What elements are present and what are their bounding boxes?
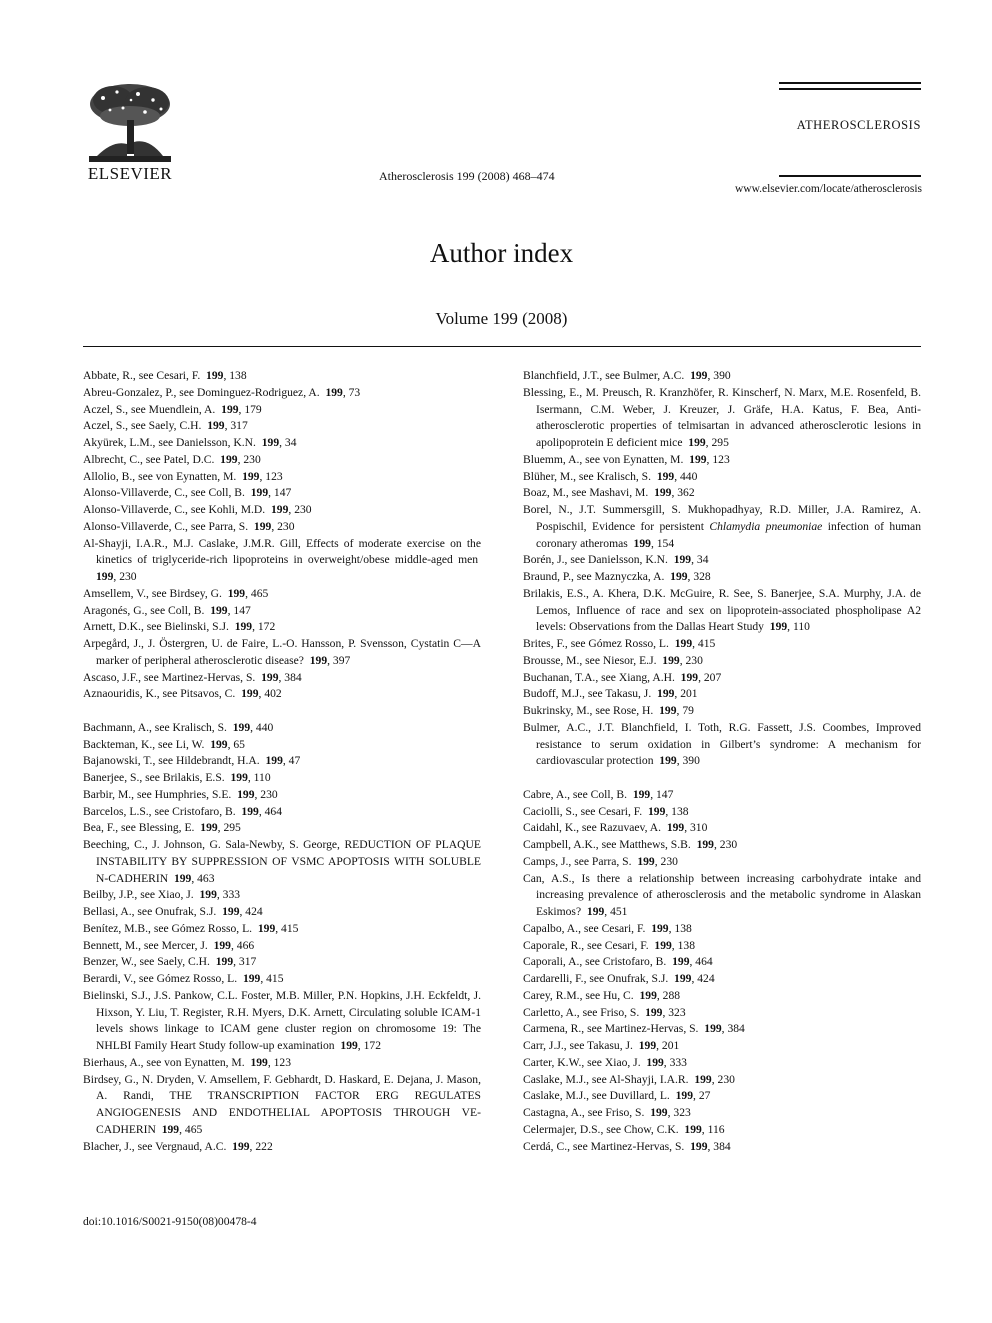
index-column-left [83, 368, 481, 1155]
entry-volume: 199 [689, 452, 707, 466]
entry-volume: 199 [690, 369, 708, 382]
entry-page: , 172 [252, 620, 276, 634]
entry-volume: 199 [651, 921, 669, 935]
entry-text: Abreu-Gonzalez, P., see Dominguez-Rodriguez, A. [83, 385, 320, 399]
entry-volume: 199 [96, 570, 114, 583]
entry-text: Braund, P., see Maznyczka, A. [523, 570, 665, 583]
entry-text: Carletto, A., see Friso, S. [523, 1005, 640, 1019]
entry-volume: 199 [675, 1089, 694, 1103]
entry-text: Bielinski, S.J., J.S. Pankow, C.L. Foster, M.B. Miller, P.N. Hopkins, J.H. Eckfeldt, J. Hixson, Y. Liu, T. Register, R.H. Myers, D.K. Arnett, Circulating soluble ICAM-1 levels shows linkage to ICAM gene cluster region on chromosome 19: The NHLBI Family Heart Study follow-up examination [83, 988, 481, 1052]
entry-text: Bennett, M., see Mercer, J. [83, 938, 208, 952]
index-entry [83, 418, 481, 435]
entry-text: Aczel, S., see Saely, C.H. [83, 419, 202, 433]
entry-text: Caciolli, S., see Cesari, F. [523, 804, 643, 818]
entry-text: Bajanowski, T., see Hildebrandt, H.A. [83, 754, 260, 768]
entry-page: , 317 [224, 419, 248, 433]
entry-volume: 199 [220, 452, 238, 466]
entry-page: , 230 [711, 1072, 735, 1086]
entry-page: , 230 [237, 452, 261, 466]
entry-volume: 199 [657, 687, 675, 701]
index-entry [83, 385, 481, 402]
entry-volume: 199 [650, 1106, 668, 1119]
entry-page: , 390 [676, 754, 700, 768]
journal-name: ATHEROSCLEROSIS [796, 118, 921, 132]
entry-page: , 415 [260, 972, 284, 985]
entry-page: , 465 [245, 586, 269, 600]
entry-text: Cerdá, C., see Martinez-Hervas, S. [523, 1139, 685, 1153]
entry-volume: 199 [257, 921, 276, 935]
entry-page: , 295 [705, 436, 729, 449]
entry-volume: 199 [161, 1122, 180, 1136]
entry-page: , 172 [357, 1039, 381, 1052]
index-entry [83, 519, 481, 536]
entry-text: Can, A.S., Is there a relationship between increasing carbohydrate intake and increasing prevalence of atherosclerosis and the metabolic syndrome in Alaskan Eskimos? [523, 871, 921, 918]
entry-text: Blacher, J., see Vergnaud, A.C. [83, 1139, 227, 1153]
entry-text: Boaz, M., see Mashavi, M. [523, 486, 649, 500]
entry-volume: 199 [666, 821, 685, 835]
entry-volume: 199 [261, 670, 279, 684]
index-entry [83, 469, 481, 486]
entry-text: Caporali, A., see Cristofaro, B. [523, 955, 667, 969]
index-entry [83, 753, 481, 770]
entry-text-continued: infection of human coronary atheromas [536, 519, 921, 550]
entry-page: , 179 [238, 402, 262, 416]
entry-volume: 199 [265, 754, 283, 768]
entry-page: , 440 [674, 469, 698, 483]
title-divider [83, 346, 921, 347]
entry-text: Carmena, R., see Martinez-Hervas, S. [523, 1022, 699, 1036]
index-entry [523, 854, 921, 871]
entry-italic-text: Chlamydia pneumoniae [709, 519, 823, 533]
entry-volume: 199 [230, 771, 248, 784]
entry-page: , 123 [706, 452, 730, 466]
index-entry [523, 837, 921, 854]
entry-text: Aznaouridis, K., see Pitsavos, C. [83, 687, 236, 701]
entry-text: Carey, R.M., see Hu, C. [523, 988, 634, 1002]
entry-page: , 138 [223, 369, 247, 382]
entry-volume: 199 [690, 1139, 708, 1153]
entry-page: , 230 [654, 854, 678, 868]
journal-url-link[interactable]: www.elsevier.com/locate/atherosclerosis [734, 183, 922, 195]
entry-volume: 199 [234, 620, 253, 634]
entry-text: Albrecht, C., see Patel, D.C. [83, 452, 215, 466]
entry-page: , 328 [687, 570, 711, 583]
entry-page: , 230 [271, 519, 295, 533]
entry-text: Abbate, R., see Cesari, F. [83, 369, 201, 382]
entry-text: Benítez, M.B., see Gómez Rosso, L. [83, 921, 253, 935]
entry-page: , 362 [671, 486, 695, 500]
index-entry [83, 971, 481, 988]
index-column-right [523, 368, 921, 1155]
index-entry [523, 1105, 921, 1122]
index-entry [523, 586, 921, 636]
index-entry [83, 636, 481, 670]
entry-volume: 199 [704, 1022, 722, 1036]
entry-volume: 199 [638, 1039, 657, 1052]
elsevier-logo [83, 82, 177, 184]
entry-text: Bea, F., see Blessing, E. [83, 821, 195, 835]
tree-logo-icon [83, 82, 177, 164]
publisher-name: ELSEVIER [87, 164, 173, 183]
entry-text: Ascaso, J.F., see Martinez-Hervas, S. [83, 670, 256, 684]
entry-page: , 451 [604, 905, 628, 918]
entry-volume: 199 [215, 955, 234, 969]
entry-text: Alonso-Villaverde, C., see Parra, S. [83, 519, 249, 533]
entry-volume: 199 [656, 469, 675, 483]
index-entry [83, 921, 481, 938]
entry-volume: 199 [232, 1139, 250, 1153]
index-entry [523, 452, 921, 469]
entry-page: , 147 [227, 603, 251, 617]
entry-page: , 147 [650, 787, 674, 801]
index-entry [83, 686, 481, 703]
entry-text: Budoff, M.J., see Takasu, J. [523, 687, 652, 701]
index-entry [523, 820, 921, 837]
entry-text: Caslake, M.J., see Al-Shayji, I.A.R. [523, 1072, 689, 1086]
index-entry [83, 904, 481, 921]
entry-volume: 199 [232, 720, 251, 734]
index-entry [523, 485, 921, 502]
entry-page: , 464 [258, 804, 282, 818]
entry-page: , 154 [650, 536, 675, 550]
entry-page: , 466 [230, 938, 255, 952]
entry-page: , 230 [113, 570, 137, 583]
index-entry [83, 804, 481, 821]
entry-volume: 199 [227, 586, 246, 600]
index-entry [523, 1139, 921, 1156]
letter-section-gap [83, 703, 481, 720]
journal-rule-top-2 [779, 88, 921, 90]
entry-volume: 199 [633, 536, 651, 550]
entry-volume: 199 [659, 754, 677, 768]
entry-text: Borel, N., J.T. Summersgill, S. Mukhopadhyay, R.D. Miller, J.A. Ramirez, A. Pospischil, Evidence for persistent [523, 503, 921, 533]
entry-volume: 199 [222, 905, 240, 918]
entry-volume: 199 [662, 653, 680, 667]
entry-text: Akyürek, L.M., see Danielsson, K.N. [83, 436, 256, 449]
entry-text: Barbir, M., see Humphries, S.E. [83, 787, 232, 801]
index-entry [523, 954, 921, 971]
index-entry [523, 1055, 921, 1072]
entry-text: Alonso-Villaverde, C., see Kohli, M.D. [83, 503, 266, 516]
entry-volume: 199 [586, 905, 605, 918]
entry-text: Alonso-Villaverde, C., see Coll, B. [83, 486, 245, 500]
index-entry [83, 586, 481, 603]
index-entry [83, 502, 481, 519]
index-entry [83, 787, 481, 804]
entry-text: Carter, K.W., see Xiao, J. [523, 1055, 641, 1069]
index-entry [83, 368, 481, 385]
entry-text: Bukrinsky, M., see Rose, H. [523, 704, 654, 717]
journal-rule-top [779, 82, 921, 84]
entry-page: , 34 [279, 436, 297, 449]
index-entry [523, 1005, 921, 1022]
entry-volume: 199 [199, 888, 217, 902]
entry-text: Bachmann, A., see Kralisch, S. [83, 720, 227, 734]
index-entry [83, 402, 481, 419]
index-entry [83, 452, 481, 469]
entry-page: , 415 [692, 637, 716, 650]
entry-volume: 199 [325, 385, 343, 399]
entry-text: Beeching, C., J. Johnson, G. Sala-Newby, S. George, REDUCTION OF PLAQUE INSTABILITY BY SUPPRESSION OF VSMC APOPTOSIS WITH SOLUBLE N-CADHERIN [83, 838, 481, 885]
entry-text: Beilby, J.P., see Xiao, J. [83, 888, 194, 902]
entry-text: Caslake, M.J., see Duvillard, L. [523, 1089, 670, 1103]
entry-page: , 323 [667, 1106, 691, 1119]
index-entry [83, 536, 481, 586]
entry-page: , 288 [656, 988, 681, 1002]
entry-page: , 201 [656, 1039, 680, 1052]
entry-volume: 199 [769, 620, 788, 634]
entry-volume: 199 [654, 938, 672, 952]
entry-text: Caidahl, K., see Razuvaev, A. [523, 821, 662, 835]
entry-volume: 199 [237, 787, 255, 801]
entry-text: Amsellem, V., see Birdsey, G. [83, 586, 222, 600]
entry-volume: 199 [684, 1122, 702, 1136]
entry-text: Brites, F., see Gómez Rosso, L. [523, 637, 669, 650]
entry-text: Camps, J., see Parra, S. [523, 854, 632, 868]
entry-text: Birdsey, G., N. Dryden, V. Amsellem, F. Gebhardt, D. Haskard, E. Dejana, J. Mason, A. Randi, THE TRANSCRIPTION FACTOR ERG REGULATES ANGIOGENESIS AND ENDOTHELIAL APOPTOSIS THROUGH VE-CADHERIN [83, 1072, 481, 1136]
index-entry [523, 636, 921, 653]
entry-page: , 138 [671, 938, 695, 952]
index-entry [523, 988, 921, 1005]
entry-page: , 147 [268, 486, 292, 500]
entry-page: , 317 [233, 955, 257, 969]
entry-page: , 415 [275, 921, 299, 935]
index-entry [523, 686, 921, 703]
entry-volume: 199 [673, 553, 692, 567]
entry-volume: 199 [241, 804, 259, 818]
index-entry [523, 1038, 921, 1055]
index-entry [523, 469, 921, 486]
index-entry [83, 837, 481, 887]
index-entry [523, 971, 921, 988]
entry-page: , 230 [254, 787, 278, 801]
entry-volume: 199 [645, 1005, 663, 1019]
entry-text: Allolio, B., see von Eynatten, M. [83, 469, 237, 483]
entry-volume: 199 [688, 436, 706, 449]
entry-volume: 199 [210, 737, 228, 751]
entry-text: Cabre, A., see Coll, B. [523, 787, 628, 801]
entry-page: , 230 [713, 838, 738, 851]
entry-page: , 424 [239, 905, 263, 918]
index-entry [523, 569, 921, 586]
entry-page: , 397 [327, 653, 351, 667]
entry-volume: 199 [696, 838, 714, 851]
index-entry [523, 1021, 921, 1038]
entry-volume: 199 [694, 1072, 712, 1086]
index-entry [523, 1088, 921, 1105]
index-entry [83, 603, 481, 620]
entry-volume: 199 [340, 1039, 358, 1052]
entry-page: , 65 [227, 737, 245, 751]
index-entry [83, 988, 481, 1055]
entry-volume: 199 [659, 704, 677, 717]
entry-text: Bellasi, A., see Onufrak, S.J. [83, 905, 217, 918]
entry-text: Castagna, A., see Friso, S. [523, 1106, 645, 1119]
entry-page: , 222 [249, 1139, 273, 1153]
entry-page: , 464 [689, 955, 713, 969]
index-entry [83, 770, 481, 787]
entry-text: Berardi, V., see Gómez Rosso, L. [83, 972, 238, 985]
index-entry [523, 921, 921, 938]
entry-text: Bulmer, A.C., J.T. Blanchfield, I. Toth, R.G. Fassett, J.S. Coombes, Improved resistance to serum oxidation in Gilbert’s syndrome: A mechanism for cardiovascular protection [523, 720, 921, 768]
entry-text: Arpegård, J., J. Östergren, U. de Faire, L.-O. Hansson, P. Svensson, Cystatin C—A marker of peripheral atherosclerotic disease? [83, 637, 481, 667]
index-entry [83, 720, 481, 737]
entry-volume: 199 [173, 871, 192, 885]
entry-volume: 199 [632, 787, 651, 801]
index-entry [523, 502, 921, 552]
page-title: Author index [429, 238, 574, 268]
entry-text: Benzer, W., see Saely, C.H. [83, 955, 210, 969]
index-entry [523, 1072, 921, 1089]
entry-page: , 323 [662, 1005, 686, 1019]
entry-volume: 199 [670, 570, 688, 583]
entry-volume: 199 [637, 854, 655, 868]
index-entry [523, 787, 921, 804]
entry-page: , 73 [342, 385, 361, 399]
entry-page: , 295 [217, 821, 241, 835]
entry-volume: 199 [309, 653, 328, 667]
entry-text: Celermajer, D.S., see Chow, C.K. [523, 1122, 679, 1136]
index-entry [523, 670, 921, 687]
index-entry [523, 552, 921, 569]
entry-volume: 199 [672, 955, 690, 969]
entry-text: Cardarelli, F., see Onufrak, S.J. [523, 972, 669, 985]
entry-text: Barcelos, L.S., see Cristofaro, B. [83, 804, 236, 818]
entry-volume: 199 [221, 402, 239, 416]
entry-volume: 199 [242, 972, 261, 985]
index-entry [83, 737, 481, 754]
entry-page: , 27 [693, 1089, 711, 1103]
entry-page: , 440 [250, 720, 274, 734]
entry-page: , 402 [258, 687, 282, 701]
index-entry [83, 619, 481, 636]
entry-text: Brousse, M., see Niesor, E.J. [523, 653, 657, 667]
entry-volume: 199 [200, 821, 218, 835]
entry-volume: 199 [261, 436, 280, 449]
index-entry [523, 703, 921, 720]
index-entry [83, 1139, 481, 1156]
entry-volume: 199 [250, 1055, 268, 1069]
entry-volume: 199 [674, 637, 693, 650]
index-entry [523, 871, 921, 921]
index-entry [83, 485, 481, 502]
entry-text: Buchanan, T.A., see Xiang, A.H. [523, 670, 675, 684]
entry-volume: 199 [680, 670, 699, 684]
index-entry [83, 435, 481, 452]
entry-page: , 384 [278, 670, 302, 684]
entry-volume: 199 [654, 486, 672, 500]
letter-section-gap [523, 770, 921, 787]
index-entry [83, 887, 481, 904]
entry-page: , 138 [668, 921, 692, 935]
entry-volume: 199 [647, 804, 666, 818]
entry-page: , 390 [707, 369, 731, 382]
journal-rule-bottom [779, 175, 921, 177]
entry-volume: 199 [639, 988, 657, 1002]
index-entry [83, 938, 481, 955]
entry-volume: 199 [250, 486, 269, 500]
entry-page: , 230 [288, 503, 312, 516]
entry-volume: 199 [646, 1055, 664, 1069]
entry-volume: 199 [253, 519, 272, 533]
index-entry [523, 804, 921, 821]
entry-page: , 110 [247, 771, 271, 784]
entry-volume: 199 [271, 503, 289, 516]
entry-text: Arnett, D.K., see Bielinski, S.J. [83, 620, 229, 634]
entry-page: , 79 [676, 704, 694, 717]
volume-heading: Volume 199 (2008) [435, 309, 568, 328]
entry-page: , 201 [674, 687, 698, 701]
index-entry [523, 368, 921, 385]
entry-text: Aczel, S., see Muendlein, A. [83, 402, 216, 416]
entry-text: Carr, J.J., see Takasu, J. [523, 1039, 633, 1052]
index-entry [523, 385, 921, 452]
entry-page: , 465 [179, 1122, 203, 1136]
entry-page: , 123 [267, 1055, 292, 1069]
entry-volume: 199 [213, 938, 231, 952]
index-entry [523, 938, 921, 955]
entry-text: Al-Shayji, I.A.R., M.J. Caslake, J.M.R. Gill, Effects of moderate exercise on the kinetics of triglyceride-rich lipoproteins in overweight/obese middle-aged men [83, 536, 481, 567]
entry-page: , 333 [663, 1055, 687, 1069]
entry-volume: 199 [241, 687, 259, 701]
entry-page: , 384 [721, 1022, 745, 1036]
entry-text: Capalbo, A., see Cesari, F. [523, 921, 646, 935]
index-entry [83, 670, 481, 687]
entry-text: Blanchfield, J.T., see Bulmer, A.C. [523, 369, 685, 382]
entry-page: , 424 [691, 972, 715, 985]
entry-page: , 116 [701, 1122, 725, 1136]
entry-page: , 123 [259, 469, 283, 483]
doi-footer: doi:10.1016/S0021-9150(08)00478-4 [83, 1215, 257, 1228]
index-entry [83, 820, 481, 837]
entry-volume: 199 [207, 419, 225, 433]
entry-text: Backteman, K., see Li, W. [83, 737, 205, 751]
entry-page: , 310 [684, 821, 708, 835]
entry-page: , 333 [216, 888, 241, 902]
index-entry [523, 1122, 921, 1139]
index-entry [83, 1072, 481, 1139]
index-entry [523, 653, 921, 670]
entry-volume: 199 [674, 972, 692, 985]
entry-page: , 207 [698, 670, 722, 684]
entry-text: Borén, J., see Danielsson, K.N. [523, 553, 668, 567]
index-entry [83, 954, 481, 971]
entry-text: Blüher, M., see Kralisch, S. [523, 469, 652, 483]
index-entry [83, 1055, 481, 1072]
entry-text: Banerjee, S., see Brilakis, E.S. [83, 771, 225, 784]
entry-page: , 110 [787, 620, 810, 634]
entry-text: Brilakis, E.S., A. Khera, D.K. McGuire, R. See, S. Banerjee, S.A. Murphy, J.A. de Lemos, Influence of race and sex on lipoprotein-associated phospholipase A2 levels: Observations from the Dallas Heart Study [523, 586, 921, 634]
entry-text: Bluemm, A., see von Eynatten, M. [523, 452, 684, 466]
entry-page: , 230 [679, 653, 703, 667]
entry-page: , 34 [691, 553, 709, 567]
entry-volume: 199 [206, 369, 224, 382]
entry-volume: 199 [210, 603, 228, 617]
entry-page: , 384 [707, 1139, 731, 1153]
entry-text: Bierhaus, A., see von Eynatten, M. [83, 1055, 245, 1069]
entry-text: Aragonés, G., see Coll, B. [83, 603, 205, 617]
entry-text: Blessing, E., M. Preusch, R. Kranzhöfer, R. Kinscherf, N. Marx, M.E. Rosenfeld, B. Isermann, C.M. Weber, J. Kreuzer, J. Gräfe, H.A. Katus, F. Bea, Anti-atherosclerotic properties of telmisartan in advanced atherosclerotic lesions in apolipoprotein E deficient mice [523, 385, 921, 449]
entry-page: , 138 [665, 804, 689, 818]
entry-volume: 199 [242, 469, 260, 483]
entry-text: Campbell, A.K., see Matthews, S.B. [523, 838, 691, 851]
journal-citation: Atherosclerosis 199 (2008) 468–474 [379, 169, 555, 183]
entry-page: , 47 [282, 754, 301, 768]
entry-text: Caporale, R., see Cesari, F. [523, 938, 649, 952]
entry-page: , 463 [191, 871, 215, 885]
index-entry [523, 720, 921, 770]
